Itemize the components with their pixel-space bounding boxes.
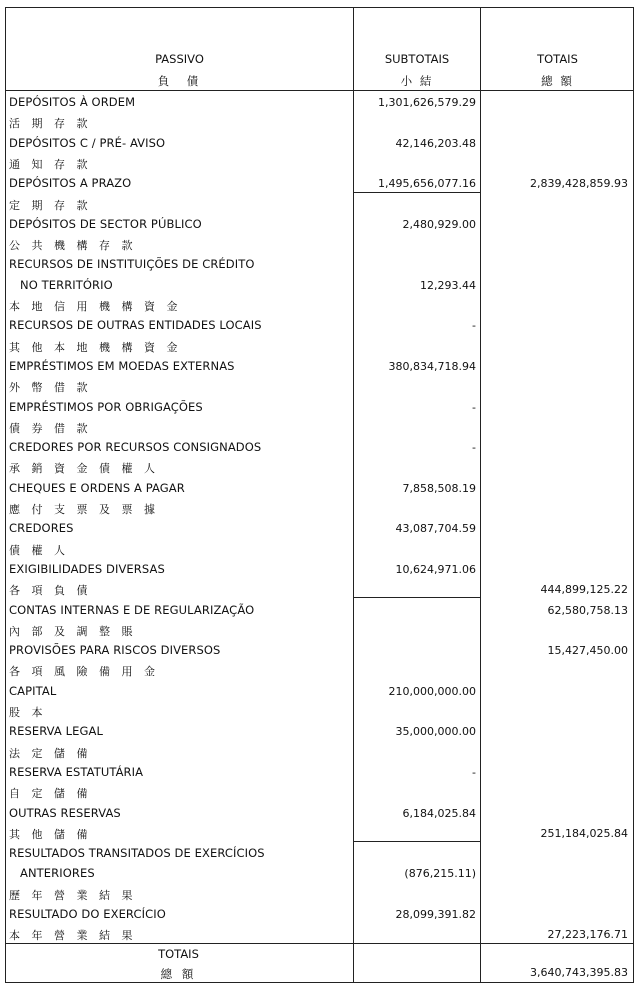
subtotal-rule-3 <box>354 841 480 842</box>
row-label: 其 他 儲 備 <box>9 827 92 841</box>
row-subtotal: 2,480,929.00 <box>402 217 476 231</box>
table-row <box>6 498 633 518</box>
row-label: 各 項 風 險 備 用 金 <box>9 665 159 679</box>
table-row <box>6 843 633 863</box>
table-row <box>6 214 633 234</box>
table-row <box>6 376 633 396</box>
row-subtotal: 6,184,025.84 <box>402 806 476 820</box>
row-label: DEPÓSITOS C / PRÉ- AVISO <box>9 135 166 150</box>
row-subtotal: 1,301,626,579.29 <box>378 96 476 109</box>
row-label: 承 銷 資 金 債 權 人 <box>9 462 159 476</box>
table-row <box>6 437 633 457</box>
row-label: 其 他 本 地 機 構 資 金 <box>9 340 182 354</box>
row-label: RESULTADO DO EXERCÍCIO <box>9 907 166 921</box>
table-row <box>6 721 633 741</box>
row-total: 27,223,176.71 <box>547 928 628 942</box>
header-totais-zh: 總 額 <box>541 74 574 88</box>
row-subtotal: 1,495,656,077.16 <box>378 177 476 191</box>
table-row <box>6 173 633 193</box>
table-row <box>6 397 633 417</box>
header-subtotais-zh: 小 結 <box>400 74 434 88</box>
table-row <box>6 640 633 660</box>
row-label: 本 年 營 業 結 果 <box>9 929 137 943</box>
table-row <box>6 133 633 153</box>
table-row <box>6 295 633 315</box>
row-subtotal: 380,834,718.94 <box>388 359 476 373</box>
row-subtotal: 42,146,203.48 <box>395 136 476 150</box>
row-total: 2,839,428,859.93 <box>530 177 628 191</box>
row-label: CHEQUES E ORDENS A PAGAR <box>9 480 185 495</box>
footer-totais: TOTAIS <box>158 947 199 961</box>
row-label: 本 地 信 用 機 構 資 金 <box>9 300 182 313</box>
grand-total-value: 3,640,743,395.83 <box>530 966 628 979</box>
row-label: RECURSOS DE INSTITUIÇÕES DE CRÉDITO <box>9 257 255 272</box>
row-subtotal: 28,099,391.82 <box>395 908 476 921</box>
footer-totais-zh: 總 額 <box>160 967 197 981</box>
row-label: 歷 年 營 業 結 果 <box>9 888 137 902</box>
row-total: 15,427,450.00 <box>547 644 628 658</box>
table-row <box>6 660 633 680</box>
table-row <box>6 823 633 843</box>
row-label: CONTAS INTERNAS E DE REGULARIZAÇÃO <box>9 602 255 617</box>
table-row <box>6 92 633 112</box>
row-label: CREDORES POR RECURSOS CONSIGNADOS <box>9 440 262 455</box>
row-subtotal: 7,858,508.19 <box>402 481 476 495</box>
row-subtotal: - <box>472 441 476 455</box>
table-row <box>6 701 633 721</box>
table-row <box>6 762 633 782</box>
row-subtotal: - <box>472 319 476 333</box>
table-row <box>6 742 633 762</box>
table-row <box>6 478 633 498</box>
header-subtotais: SUBTOTAIS <box>384 52 450 66</box>
table-row <box>6 112 633 132</box>
row-label: OUTRAS RESERVAS <box>9 805 121 820</box>
row-subtotal: 12,293.44 <box>420 278 476 292</box>
table-row <box>6 681 633 701</box>
table-row <box>6 315 633 335</box>
row-label: 外 幣 借 款 <box>9 381 92 395</box>
table-row <box>6 518 633 538</box>
row-subtotal: 10,624,971.06 <box>395 562 476 576</box>
table-row <box>6 904 633 924</box>
row-label: 定 期 存 款 <box>9 198 92 212</box>
row-label: RESERVA ESTATUTÁRIA <box>9 764 144 779</box>
row-label: RECURSOS DE OUTRAS ENTIDADES LOCAIS <box>9 318 262 333</box>
row-label: ANTERIORES <box>20 866 95 881</box>
row-label: CAPITAL <box>9 683 57 698</box>
row-label: DEPÓSITOS A PRAZO <box>9 176 132 191</box>
table-row <box>6 417 633 437</box>
table-row <box>6 254 633 274</box>
table-row <box>6 457 633 477</box>
row-label: 活 期 存 款 <box>9 117 92 131</box>
table-row <box>6 559 633 579</box>
header-passivo-zh: 負 債 <box>157 74 202 88</box>
row-subtotal: 35,000,000.00 <box>395 725 476 739</box>
header-separator <box>6 90 633 91</box>
row-label: DEPÓSITOS DE SECTOR PÚBLICO <box>9 216 202 231</box>
row-subtotal: 43,087,704.59 <box>395 522 476 536</box>
subtotal-rule-2 <box>354 597 480 598</box>
row-label: 各 項 負 債 <box>9 584 92 598</box>
row-label: 自 定 儲 備 <box>9 787 92 801</box>
table-row <box>6 600 633 620</box>
row-label: 應 付 支 票 及 票 據 <box>9 503 159 516</box>
table-row <box>6 234 633 254</box>
row-subtotal: 210,000,000.00 <box>388 684 476 698</box>
subtotal-rule-1 <box>354 192 480 193</box>
header-passivo: PASSIVO <box>155 52 204 66</box>
row-total: 62,580,758.13 <box>547 603 628 617</box>
table-row <box>6 803 633 823</box>
row-subtotal: - <box>472 765 476 779</box>
row-label: 內 部 及 調 整 賬 <box>9 624 137 638</box>
table-row <box>6 884 633 904</box>
row-label: RESULTADOS TRANSITADOS DE EXERCÍCIOS <box>9 846 265 861</box>
row-label: 股 本 <box>9 706 47 719</box>
row-label: NO TERRITÓRIO <box>20 277 113 292</box>
row-subtotal: (876,215.11) <box>404 867 476 881</box>
table-row <box>6 782 633 802</box>
row-subtotal: - <box>472 400 476 414</box>
row-label: 債 權 人 <box>9 543 69 557</box>
table-row <box>6 336 633 356</box>
row-label: 債 券 借 款 <box>9 421 92 435</box>
table-row <box>6 924 633 944</box>
row-label: 通 知 存 款 <box>9 157 92 171</box>
row-label: EXIGIBILIDADES DIVERSAS <box>9 561 165 576</box>
table-row <box>6 863 633 883</box>
table-row <box>6 194 633 214</box>
table-row <box>6 579 633 599</box>
table-row <box>6 356 633 376</box>
table-row <box>6 153 633 173</box>
table-row <box>6 539 633 559</box>
row-label: RESERVA LEGAL <box>9 724 103 739</box>
row-label: 公 共 機 構 存 款 <box>9 239 137 253</box>
balance-sheet-table <box>5 7 634 983</box>
header-totais: TOTAIS <box>537 52 578 66</box>
row-label: EMPRÉSTIMOS POR OBRIGAÇÕES <box>9 399 203 414</box>
totals-rule <box>6 943 633 944</box>
row-label: PROVISÕES PARA RISCOS DIVERSOS <box>9 643 221 658</box>
row-label: CREDORES <box>9 521 74 536</box>
table-row <box>6 620 633 640</box>
row-label: DEPÓSITOS À ORDEM <box>9 95 136 109</box>
row-total: 251,184,025.84 <box>540 826 628 840</box>
row-label: EMPRÉSTIMOS EM MOEDAS EXTERNAS <box>9 358 235 373</box>
row-total: 444,899,125.22 <box>540 583 628 597</box>
row-label: 法 定 儲 備 <box>9 746 92 760</box>
table-row <box>6 275 633 295</box>
